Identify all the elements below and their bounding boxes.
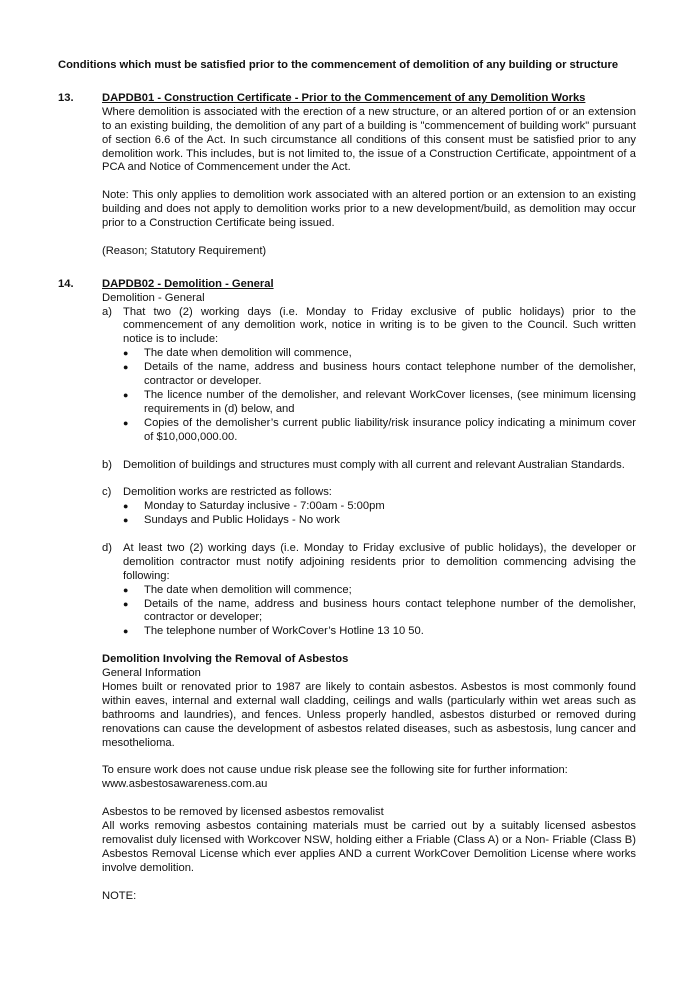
bullet-item [123, 347, 636, 361]
bullet-list [123, 584, 636, 640]
bullet-text: Sundays and Public Holidays - No work [144, 514, 340, 527]
condition-13 [58, 92, 636, 259]
condition-title: DAPDB02 - Demolition - General [102, 277, 274, 290]
item-text: Demolition works are restricted as follows: [123, 486, 332, 499]
bullet-list [123, 347, 636, 444]
condition-note: Note: This only applies to demolition work associated with an altered portion or an extension to an existing building and does not apply to demolition works prior to a new development/build, as demolition may occur prior to a Construction Certificate being issued. [102, 189, 636, 230]
bullet-icon: ● [123, 348, 129, 359]
condition-reason: (Reason; Statutory Requirement) [102, 244, 267, 257]
condition-title: DAPDB01 - Construction Certificate - Prior to the Commencement of any Demolition Works [102, 91, 586, 104]
list-item-d [102, 542, 636, 639]
condition-subtitle: Demolition - General [102, 291, 205, 304]
asbestos-heading: Demolition Involving the Removal of Asbestos [102, 653, 349, 666]
bullet-icon: ● [123, 390, 129, 400]
document-page [58, 59, 636, 903]
condition-body [102, 278, 636, 904]
bullet-icon: ● [123, 501, 129, 512]
item-letter: c) [102, 486, 112, 499]
section-heading: Conditions which must be satisfied prior to the commencement of demolition of any building or structure [58, 59, 619, 71]
condition-body [102, 92, 636, 259]
bullet-icon: ● [123, 515, 129, 526]
removal-label: Asbestos to be removed by licensed asbestos removalist [102, 806, 384, 819]
condition-paragraph: Where demolition is associated with the erection of a new structure, or an altered portion of or an extension to an existing building, the demolition of any part of a building is "commencement of building work" pursuant of section 6.6 of the Act. In such circumstance all conditions of this consent must be satisfied prior to any demolition work. This includes, but is not limited to, the issue of a Construction Certificate, appointment of a PCA and Notice of Commencement under the Act. [102, 105, 636, 174]
bullet-item [123, 514, 636, 528]
item-letter: d) [102, 541, 112, 554]
item-letter: b) [102, 458, 112, 471]
bullet-item [123, 625, 636, 639]
bullet-icon: ● [123, 584, 129, 595]
bullet-text: Details of the name, address and business hours contact telephone number of the demolisher, contractor or developer. [144, 361, 636, 388]
bullet-text: Copies of the demolisher’s current public liability/risk insurance policy indicating a minimum cover of $10,000,000.00. [144, 416, 636, 443]
item-body [123, 306, 636, 445]
bullet-text: The date when demolition will commence; [144, 583, 352, 596]
bullet-list [123, 500, 636, 528]
item-text: That two (2) working days (i.e. Monday to Friday exclusive of public holidays) prior to the commencement of any demolition work, notice in writing is to be given to the Council. Such written notice is to include: [123, 305, 636, 346]
ensure-text: To ensure work does not cause undue risk please see the following site for further information: [102, 764, 568, 777]
item-text: At least two (2) working days (i.e. Monday to Friday exclusive of public holidays), the developer or demolition contractor must notify adjoining residents prior to demolition commencing advising the following: [123, 541, 636, 582]
bullet-text: Monday to Saturday inclusive - 7:00am - 5:00pm [144, 500, 385, 513]
note-label: NOTE: [102, 889, 137, 902]
asbestos-website-link[interactable]: www.asbestosawareness.com.au [102, 778, 268, 791]
list-item-b [102, 459, 636, 473]
list-item-c [102, 486, 636, 528]
bullet-text: Details of the name, address and business hours contact telephone number of the demolisher, contractor or developer; [144, 597, 636, 624]
bullet-item [123, 417, 636, 445]
asbestos-section [102, 653, 636, 903]
bullet-icon: ● [123, 417, 129, 428]
condition-number: 13. [58, 91, 74, 104]
condition-number: 14. [58, 277, 74, 290]
bullet-text: The telephone number of WorkCover’s Hotline 13 10 50. [144, 625, 424, 638]
general-info-label: General Information [102, 667, 201, 680]
item-body [123, 542, 636, 639]
bullet-item [123, 500, 636, 514]
bullet-icon: ● [123, 626, 129, 637]
list-item-a [102, 306, 636, 445]
item-body [123, 459, 636, 473]
bullet-item [123, 389, 636, 417]
item-letter: a) [102, 305, 112, 318]
bullet-icon: ● [123, 598, 129, 609]
removal-text: All works removing asbestos containing materials must be carried out by a suitably licensed asbestos removalist duly licensed with Workcover NSW, holding either a Friable (Class A) or a Non- Friable (Class B) Asbestos Removal License which ever applies AND a current WorkCover Demolition License where works involve demolition. [102, 820, 636, 874]
condition-14 [58, 278, 636, 904]
bullet-item [123, 598, 636, 626]
bullet-item [123, 361, 636, 389]
item-body [123, 486, 636, 528]
bullet-item [123, 584, 636, 598]
bullet-text: The licence number of the demolisher, and relevant WorkCover licenses, (see minimum licensing requirements in (d) below, and [144, 389, 636, 415]
item-text: Demolition of buildings and structures must comply with all current and relevant Australian Standards. [123, 458, 625, 471]
general-info-text: Homes built or renovated prior to 1987 are likely to contain asbestos. Asbestos is most commonly found within eaves, internal and external wall cladding, ceilings and walls (particularly within wet areas such as bathrooms and laundries), and fences. Unless properly handled, asbestos disturbed or removed during renovations can cause the development of asbestos related diseases, such as asbestosis, lung cancer and mesothelioma. [102, 680, 636, 749]
bullet-icon: ● [123, 362, 129, 373]
bullet-text: The date when demolition will commence, [144, 347, 352, 360]
